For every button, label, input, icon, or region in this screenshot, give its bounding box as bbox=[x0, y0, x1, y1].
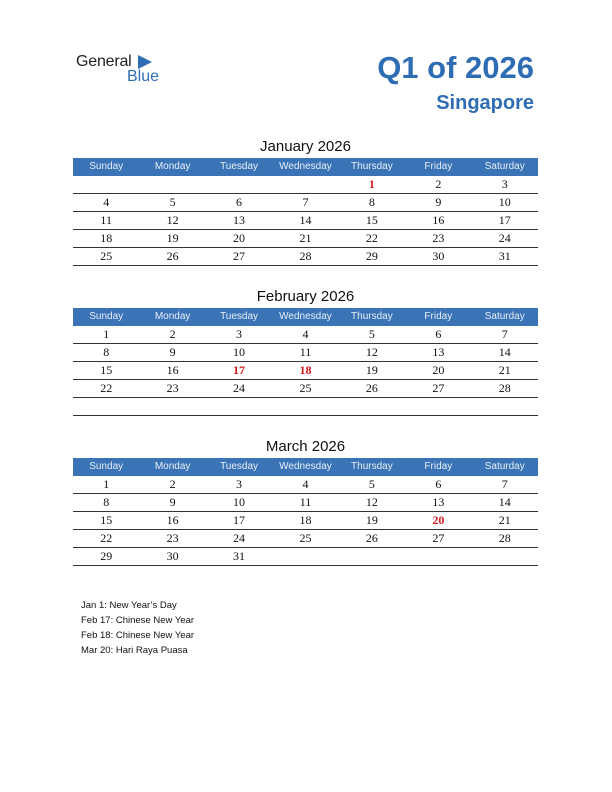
day-cell: 6 bbox=[236, 195, 243, 209]
logo bbox=[76, 53, 176, 87]
weekday-label: Tuesday bbox=[220, 461, 259, 472]
day-cell: 10 bbox=[233, 495, 246, 509]
week-row bbox=[73, 248, 538, 266]
day-cell: 27 bbox=[233, 249, 246, 263]
day-cell: 13 bbox=[233, 213, 246, 227]
weekday-label: Monday bbox=[154, 311, 191, 322]
day-cell bbox=[272, 548, 338, 565]
day-cell: 13 bbox=[432, 495, 445, 509]
country-name: Singapore bbox=[436, 92, 534, 114]
week-row bbox=[73, 344, 538, 362]
day-cell: 7 bbox=[501, 477, 508, 491]
day-cell: 1 bbox=[103, 477, 110, 491]
weekday-label: Sunday bbox=[89, 311, 124, 322]
weekday-header bbox=[73, 458, 538, 476]
day-cell: 25 bbox=[299, 531, 312, 545]
weekday-label: Wednesday bbox=[279, 161, 332, 172]
weekday-label: Thursday bbox=[351, 161, 393, 172]
day-cell: 9 bbox=[169, 495, 176, 509]
day-cell: 21 bbox=[498, 513, 511, 527]
day-cell: 25 bbox=[299, 381, 312, 395]
day-cell: 10 bbox=[233, 345, 246, 359]
week-row bbox=[73, 326, 538, 344]
week-row bbox=[73, 380, 538, 398]
day-cell: 24 bbox=[233, 531, 246, 545]
day-cell: 15 bbox=[100, 363, 113, 377]
day-cell: 27 bbox=[432, 381, 445, 395]
day-cell: 20 bbox=[233, 231, 246, 245]
day-cell: 14 bbox=[299, 213, 312, 227]
weekday-label: Wednesday bbox=[279, 461, 332, 472]
day-cell: 4 bbox=[302, 477, 309, 491]
weekday-label: Wednesday bbox=[279, 311, 332, 322]
day-cell: 24 bbox=[233, 381, 246, 395]
holiday-note: Feb 18: Chinese New Year bbox=[81, 630, 195, 641]
weekday-label: Friday bbox=[424, 461, 453, 472]
day-cell: 28 bbox=[498, 381, 511, 395]
month-calendar-february bbox=[73, 286, 538, 416]
day-cell: 29 bbox=[100, 549, 113, 563]
day-cell: 8 bbox=[368, 195, 375, 209]
holiday-date: 18 bbox=[299, 363, 312, 377]
day-cell: 5 bbox=[169, 195, 176, 209]
month-title: January 2026 bbox=[260, 138, 351, 155]
holiday-note: Jan 1: New Year’s Day bbox=[81, 600, 177, 611]
day-cell bbox=[405, 398, 471, 415]
week-row bbox=[73, 494, 538, 512]
day-cell: 22 bbox=[100, 531, 113, 545]
day-cell: 15 bbox=[365, 213, 378, 227]
weekday-label: Saturday bbox=[484, 311, 525, 322]
day-cell: 2 bbox=[169, 477, 176, 491]
day-cell: 16 bbox=[166, 363, 179, 377]
day-cell: 16 bbox=[432, 213, 445, 227]
holiday-date: 17 bbox=[233, 363, 246, 377]
day-cell: 31 bbox=[498, 249, 511, 263]
day-cell: 30 bbox=[166, 549, 179, 563]
day-cell: 5 bbox=[368, 327, 375, 341]
week-row bbox=[73, 176, 538, 194]
day-cell: 19 bbox=[365, 513, 378, 527]
day-cell: 23 bbox=[166, 531, 179, 545]
weekday-label: Thursday bbox=[351, 461, 393, 472]
day-cell: 8 bbox=[103, 345, 110, 359]
day-cell bbox=[73, 398, 139, 415]
week-row bbox=[73, 398, 538, 416]
day-cell: 31 bbox=[233, 549, 246, 563]
day-cell: 17 bbox=[233, 513, 246, 527]
day-cell: 21 bbox=[498, 363, 511, 377]
day-cell: 29 bbox=[365, 249, 378, 263]
day-cell: 2 bbox=[435, 177, 442, 191]
day-cell: 1 bbox=[103, 327, 110, 341]
weekday-label: Tuesday bbox=[220, 311, 259, 322]
day-cell: 20 bbox=[432, 363, 445, 377]
day-cell bbox=[405, 548, 471, 565]
week-row bbox=[73, 362, 538, 380]
day-cell: 19 bbox=[166, 231, 179, 245]
weekday-label: Friday bbox=[424, 311, 453, 322]
day-cell: 15 bbox=[100, 513, 113, 527]
weekday-label: Saturday bbox=[484, 161, 525, 172]
day-cell bbox=[472, 548, 538, 565]
day-cell bbox=[206, 398, 272, 415]
logo-text-general: General bbox=[76, 53, 132, 70]
day-cell: 4 bbox=[302, 327, 309, 341]
month-title: February 2026 bbox=[256, 288, 355, 305]
day-cell bbox=[272, 398, 338, 415]
day-cell: 11 bbox=[299, 345, 312, 359]
day-cell: 7 bbox=[302, 195, 309, 209]
day-cell: 3 bbox=[236, 327, 243, 341]
day-cell: 5 bbox=[368, 477, 375, 491]
day-cell bbox=[272, 176, 338, 193]
day-cell bbox=[206, 176, 272, 193]
day-cell: 22 bbox=[100, 381, 113, 395]
day-cell: 24 bbox=[498, 231, 511, 245]
week-row bbox=[73, 230, 538, 248]
weekday-header bbox=[73, 308, 538, 326]
day-cell bbox=[339, 548, 405, 565]
day-cell: 3 bbox=[501, 177, 508, 191]
week-row bbox=[73, 512, 538, 530]
day-cell: 16 bbox=[166, 513, 179, 527]
day-cell bbox=[139, 176, 205, 193]
day-cell: 2 bbox=[169, 327, 176, 341]
day-cell: 18 bbox=[299, 513, 312, 527]
day-cell: 4 bbox=[103, 195, 110, 209]
day-cell bbox=[139, 398, 205, 415]
day-cell: 27 bbox=[432, 531, 445, 545]
day-cell: 6 bbox=[435, 477, 442, 491]
week-row bbox=[73, 194, 538, 212]
day-cell: 18 bbox=[100, 231, 113, 245]
day-cell: 17 bbox=[498, 213, 511, 227]
day-cell: 26 bbox=[365, 381, 378, 395]
day-cell: 11 bbox=[100, 213, 112, 227]
day-cell: 12 bbox=[365, 495, 378, 509]
logo-text-blue: Blue bbox=[127, 68, 160, 85]
holiday-note: Feb 17: Chinese New Year bbox=[81, 615, 195, 626]
weekday-label: Sunday bbox=[89, 461, 124, 472]
day-cell: 28 bbox=[299, 249, 312, 263]
weekday-label: Monday bbox=[154, 161, 191, 172]
day-cell: 28 bbox=[498, 531, 511, 545]
day-cell bbox=[472, 398, 538, 415]
month-calendar-january bbox=[73, 136, 538, 266]
day-cell: 13 bbox=[432, 345, 445, 359]
logo-triangle-icon bbox=[138, 55, 152, 69]
weekday-label: Saturday bbox=[484, 461, 525, 472]
holiday-date: 20 bbox=[432, 513, 445, 527]
day-cell: 23 bbox=[432, 231, 445, 245]
day-cell: 14 bbox=[498, 345, 511, 359]
holiday-date: 1 bbox=[368, 177, 375, 191]
week-row bbox=[73, 476, 538, 494]
day-cell: 12 bbox=[166, 213, 179, 227]
weekday-label: Sunday bbox=[89, 161, 124, 172]
day-cell: 23 bbox=[166, 381, 179, 395]
month-title: March 2026 bbox=[265, 438, 346, 455]
day-cell: 7 bbox=[501, 327, 508, 341]
day-cell: 6 bbox=[435, 327, 442, 341]
day-cell: 30 bbox=[432, 249, 445, 263]
day-cell: 25 bbox=[100, 249, 113, 263]
day-cell: 9 bbox=[435, 195, 442, 209]
day-cell: 12 bbox=[365, 345, 378, 359]
day-cell bbox=[73, 176, 139, 193]
weekday-label: Monday bbox=[154, 461, 191, 472]
page-title: Q1 of 2026 bbox=[377, 50, 534, 85]
day-cell bbox=[339, 398, 405, 415]
month-calendar-march bbox=[73, 436, 538, 566]
holiday-note: Mar 20: Hari Raya Puasa bbox=[81, 645, 188, 656]
week-row bbox=[73, 548, 538, 566]
day-cell: 26 bbox=[365, 531, 378, 545]
day-cell: 3 bbox=[236, 477, 243, 491]
holiday-notes bbox=[81, 598, 194, 658]
weekday-label: Friday bbox=[424, 161, 453, 172]
week-row bbox=[73, 530, 538, 548]
day-cell: 11 bbox=[299, 495, 312, 509]
day-cell: 10 bbox=[498, 195, 511, 209]
day-cell: 26 bbox=[166, 249, 179, 263]
day-cell: 14 bbox=[498, 495, 511, 509]
weekday-header bbox=[73, 158, 538, 176]
day-cell: 22 bbox=[365, 231, 378, 245]
weekday-label: Thursday bbox=[351, 311, 393, 322]
day-cell: 21 bbox=[299, 231, 312, 245]
week-row bbox=[73, 212, 538, 230]
weekday-label: Tuesday bbox=[220, 161, 259, 172]
day-cell: 8 bbox=[103, 495, 110, 509]
day-cell: 9 bbox=[169, 345, 176, 359]
day-cell: 19 bbox=[365, 363, 378, 377]
